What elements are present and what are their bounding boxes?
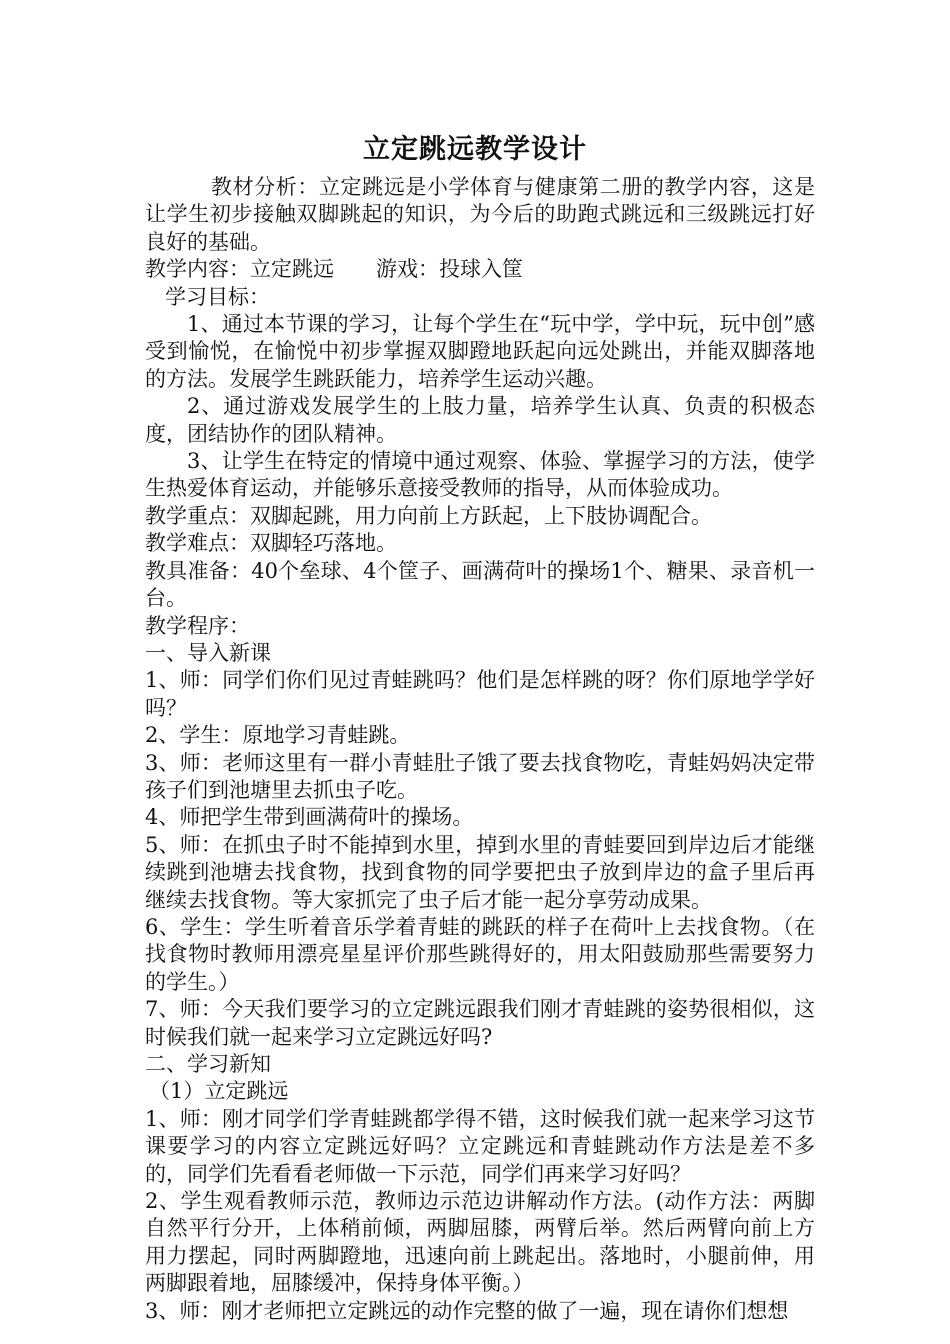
paragraph-material-analysis: 教材分析：立定跳远是小学体育与健康第二册的教学内容，这是让学生初步接触双脚跳起的知识，为今后的助跑式跳远和三级跳远打好良好的基础。 xyxy=(145,175,815,254)
list-item: 2、学生：原地学习青蛙跳。 xyxy=(145,723,411,748)
paragraph-learning-goals-heading: 学习目标： xyxy=(165,284,270,309)
list-item: 2、学生观看教师示范，教师边示范边讲解动作方法。(动作方法：两脚自然平行分开，上体稍前倾，两脚屈膝，两臂后举。然后两臂向前上方用力摆起，同时两脚蹬地，迅速向前上跳起出。落地时，小腿前伸，用两脚跟着地，屈膝缓冲，保持身体平衡。） xyxy=(145,1189,815,1296)
paragraph-equipment: 教具准备：40个垒球、4个筐子、画满荷叶的操场1个、糖果、录音机一台。 xyxy=(145,558,815,611)
section-heading-new-knowledge: 二、学习新知 xyxy=(145,1052,271,1076)
paragraph-goal-3: 3、让学生在特定的情境中通过观察、体验、掌握学习的方法，使学生热爱体育运动，并能够乐意接受教师的指导，从而体验成功。 xyxy=(145,449,815,501)
list-item: 4、师把学生带到画满荷叶的操场。 xyxy=(145,805,474,830)
list-item: 5、师：在抓虫子时不能掉到水里，掉到水里的青蛙要回到岸边后才能继续跳到池塘去找食物，找到食物的同学要把虫子放到岸边的盒子里后再继续去找食物。等大家抓完了虫子后才能一起分享劳动成果。 xyxy=(145,832,815,912)
section-heading-intro: 一、导入新课 xyxy=(145,640,271,665)
subsection-heading: （1）立定跳远 xyxy=(149,1079,289,1104)
list-item: 3、师：刚才老师把立定跳远的动作完整的做了一遍，现在请你们想想 xyxy=(145,1298,789,1323)
paragraph-difficulty: 教学难点：双脚轻巧落地。 xyxy=(145,531,397,556)
list-item: 6、学生：学生听着音乐学着青蛙的跳跃的样子在荷叶上去找食物。（在找食物时教师用漂亮星星评价那些跳得好的，用太阳鼓励那些需要努力的学生。） xyxy=(145,914,815,994)
paragraph-procedure-heading: 教学程序： xyxy=(145,613,250,638)
paragraph-teaching-content: 教学内容：立定跳远 游戏：投球入筐 xyxy=(145,257,523,282)
paragraph-key-point: 教学重点：双脚起跳，用力向前上方跃起，上下肢协调配合。 xyxy=(145,503,712,528)
paragraph-goal-2: 2、通过游戏发展学生的上肢力量，培养学生认真、负责的积极态度，团结协作的团队精神。 xyxy=(145,394,815,446)
paragraph-goal-1: 1、通过本节课的学习，让每个学生在“玩中学，学中玩，玩中创”感受到愉悦，在愉悦中初步掌握双脚蹬地跃起向远处跳出，并能双脚落地的方法。发展学生跳跃能力，培养学生运动兴趣。 xyxy=(145,312,815,391)
list-item: 1、师：同学们你们见过青蛙跳吗？他们是怎样跳的呀？你们原地学学好吗？ xyxy=(145,668,815,720)
document-title: 立定跳远教学设计 xyxy=(363,134,587,165)
document-body xyxy=(145,174,815,1325)
list-item: 3、师：老师这里有一群小青蛙肚子饿了要去找食物吃，青蛙妈妈决定带孩子们到池塘里去抓虫子吃。 xyxy=(145,750,815,802)
list-item: 1、师：刚才同学们学青蛙跳都学得不错，这时候我们就一起来学习这节课要学习的内容立定跳远好吗？立定跳远和青蛙跳动作方法是差不多的，同学们先看看老师做一下示范，同学们再来学习好吗？ xyxy=(145,1106,815,1186)
list-item: 7、师：今天我们要学习的立定跳远跟我们刚才青蛙跳的姿势很相似，这时候我们就一起来学习立定跳远好吗? xyxy=(145,997,815,1049)
